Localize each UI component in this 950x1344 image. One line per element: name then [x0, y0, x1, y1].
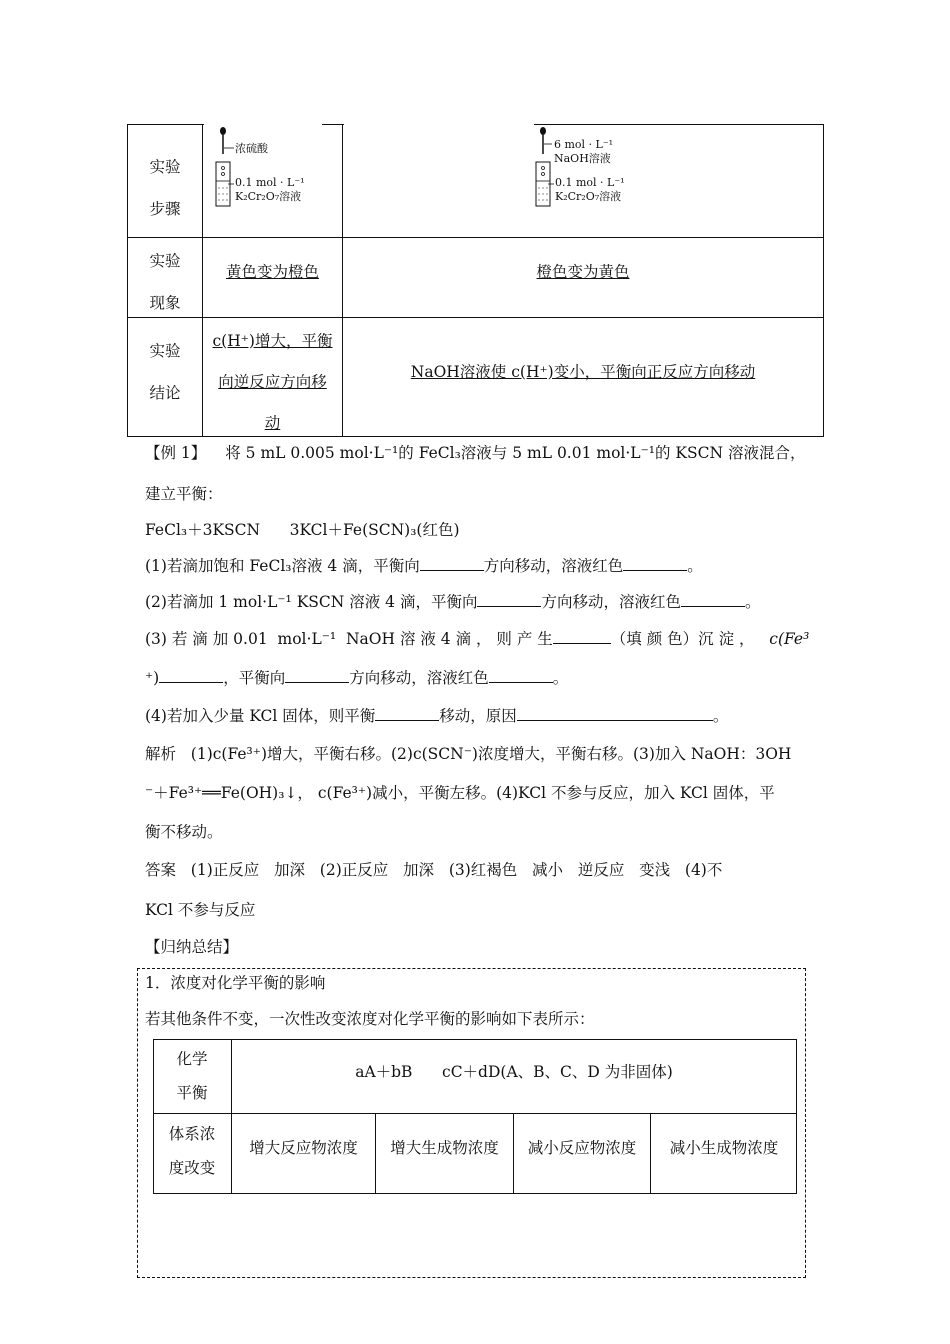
question-4: (4)若加入少量 KCl 固体，则平衡 移动，原因 。 — [145, 707, 729, 725]
summary-tag: 【归纳总结】 — [145, 938, 239, 956]
solution-name-label: K₂Cr₂O₇溶液 — [235, 190, 302, 203]
example-intro2: 建立平衡： — [145, 485, 223, 503]
question-3-cont: ⁺) ，平衡向 方向移动，溶液红色 。 — [145, 669, 569, 687]
test-tube-diagram-right — [530, 126, 650, 211]
analysis-line-2: ⁻＋Fe³⁺══Fe(OH)₃↓， c(Fe³⁺)减小，平衡左移。(4)KCl 不参与反应，加入 KCl 固体，平 — [145, 784, 775, 802]
analysis-line-3: 衡不移动。 — [145, 823, 223, 841]
row-label-conclusion: 实验 结论 — [149, 342, 181, 402]
row-label-equilibrium: 化学 平衡 — [176, 1050, 208, 1102]
table-divider — [127, 237, 824, 238]
row-label-steps: 实验 步骤 — [149, 158, 181, 218]
phenomenon-right: 橙色变为黄色 — [536, 263, 630, 281]
table-divider — [127, 317, 824, 318]
phenomenon-left: 黄色变为橙色 — [225, 263, 319, 281]
solution-conc-label: 0.1 mol · L⁻¹ — [555, 176, 625, 189]
answer-line-1: 答案 (1)正反应 加深 (2)正反应 加深 (3)红褐色 减小 逆反应 变浅 (4)不 — [145, 861, 723, 879]
question-1: (1)若滴加饱和 FeCl₃溶液 4 滴，平衡向 方向移动，溶液红色 。 — [145, 557, 703, 575]
solution-conc-label: 0.1 mol · L⁻¹ — [235, 176, 305, 189]
conclusion-right: NaOH溶液使 c(H⁺)变小，平衡向正反应方向移动 — [410, 363, 756, 381]
test-tube-diagram-left — [210, 126, 330, 211]
equilibrium-reaction: aA＋bB cC＋dD(A、B、C、D 为非固体) — [355, 1063, 673, 1081]
answer-line-2: KCl 不参与反应 — [145, 901, 256, 919]
analysis-line-1: 解析 (1)c(Fe³⁺)增大，平衡右移。(2)c(SCN⁻)浓度增大，平衡右移。(3)加入 NaOH：3OH — [145, 745, 792, 763]
example-intro: 将 5 mL 0.005 mol·L⁻¹的 FeCl₃溶液与 5 mL 0.01 mol·L⁻¹的 KSCN 溶液混合， — [225, 444, 806, 462]
change-increase-product: 增大生成物浓度 — [390, 1139, 499, 1157]
summary-desc: 若其他条件不变，一次性改变浓度对化学平衡的影响如下表所示： — [145, 1010, 595, 1028]
reagent-label: 浓硫酸 — [235, 142, 268, 155]
change-decrease-product: 减小生成物浓度 — [669, 1139, 779, 1157]
reagent-name-label: NaOH溶液 — [554, 152, 611, 165]
change-decrease-reactant: 减小反应物浓度 — [527, 1139, 637, 1157]
change-increase-reactant: 增大反应物浓度 — [249, 1139, 358, 1157]
example-tag: 【例 1】 — [145, 444, 207, 462]
summary-heading: 1．浓度对化学平衡的影响 — [145, 974, 326, 992]
question-2: (2)若滴加 1 mol·L⁻¹ KSCN 溶液 4 滴，平衡向 方向移动，溶液红色 。 — [145, 593, 761, 611]
equilibrium-equation: FeCl₃＋3KSCN 3KCl＋Fe(SCN)₃(红色) — [145, 521, 460, 539]
row-label-change: 体系浓 度改变 — [168, 1125, 216, 1177]
reagent-conc-label: 6 mol · L⁻¹ — [554, 138, 614, 151]
solution-name-label: K₂Cr₂O₇溶液 — [555, 190, 622, 203]
question-3: (3) 若 滴 加 0.01 mol·L⁻¹ NaOH 溶 液 4 滴 ， 则 产 生 （填 颜 色）沉 淀 ， c(Fe³ — [145, 630, 810, 648]
conclusion-left: c(H⁺)增大，平衡 向逆反应方向移 动 — [212, 332, 333, 432]
row-label-phenomenon: 实验 现象 — [149, 252, 181, 312]
example-intro-line — [145, 443, 805, 463]
